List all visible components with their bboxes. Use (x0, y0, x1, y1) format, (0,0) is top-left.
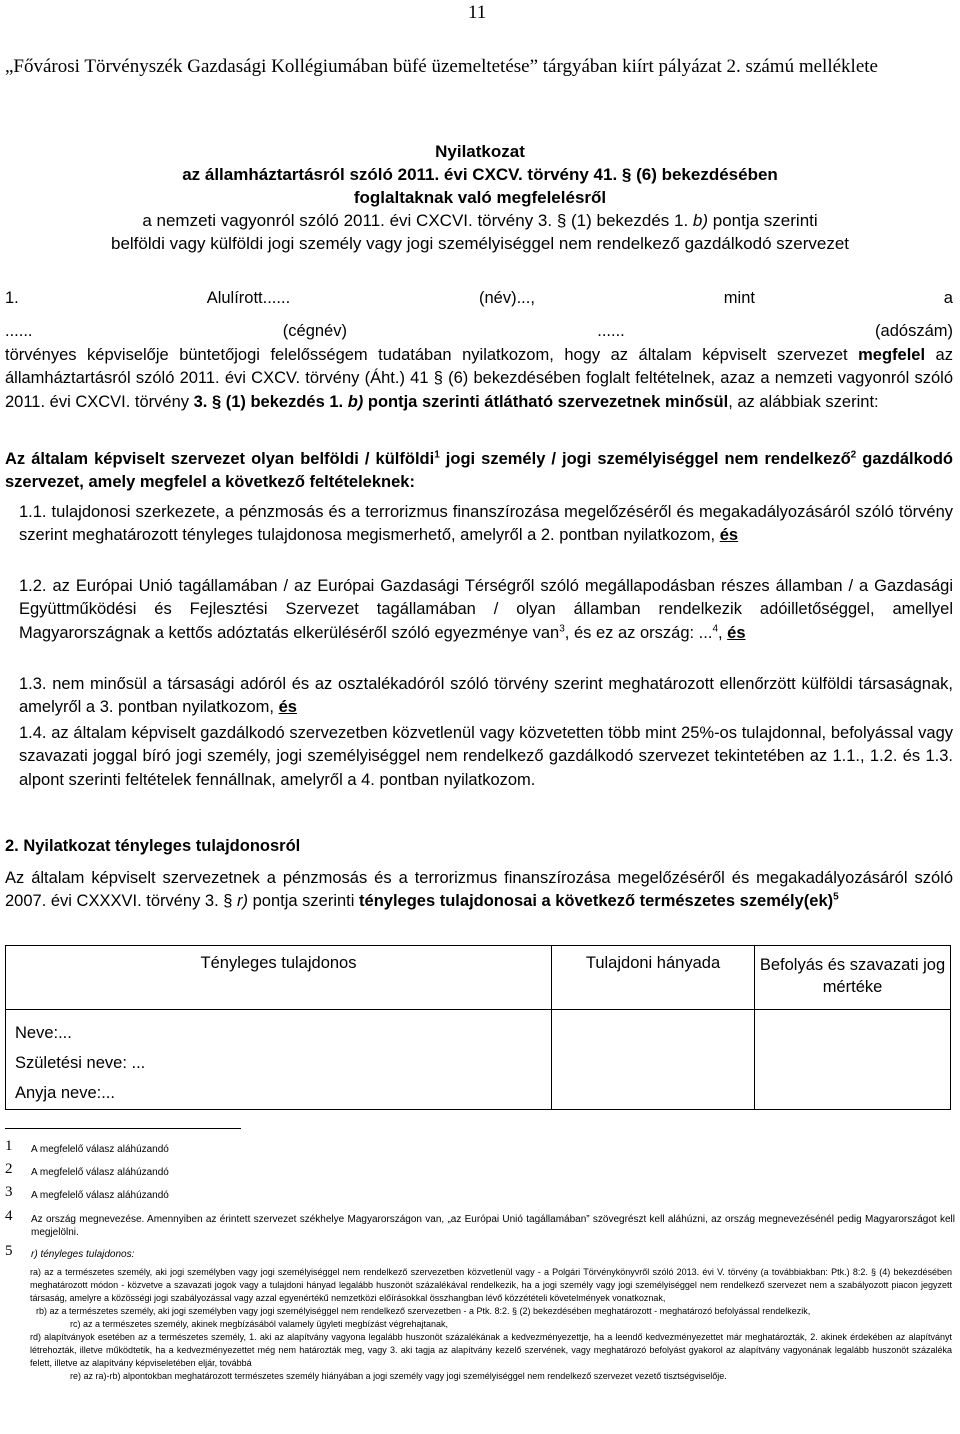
fn1-text: A megfelelő válasz aláhúzandó (31, 1144, 169, 1155)
signer-line-2: ...... (cégnév) ...... (adószám) (5, 322, 953, 340)
owner-mother-name-field[interactable]: Anyja neve:... (15, 1084, 115, 1102)
s2-a: Az általam képviselt szervezetnek a pénzmosás és a terrorizmus finanszírozása megelőzéséről és megakadályozásáról szóló 2007. évi CXXXVI. törvény 3. § (5, 869, 953, 911)
item-1-2-sup3: 3 (559, 623, 565, 635)
item-1-4-text: 1.4. az általam képviselt gazdálkodó szervezetben közvetlenül vagy közvetetten több mint 25%-os tulajdonnal, befolyással vagy szavazati joggal bíró jogi személy, jogi személyiséggel nem rendelkező gazdálkodó szervezet tekintetében az 1.1., 1.2. és 1.3. alpont szerinti feltételek fennállnak, amelyről a 4. pontban nyilatkozom. (19, 724, 953, 789)
owner-name-field[interactable]: Neve:... (15, 1024, 72, 1042)
item-1-3 (5, 673, 953, 720)
owner-influence-cell[interactable] (755, 1010, 951, 1110)
footnote-3 (5, 1184, 955, 1202)
footnote-separator (5, 1128, 241, 1129)
item-1-2-text: 1.2. az Európai Unió tagállamában / az Európai Gazdasági Térségről szóló megállapodásban részes államban / a Gazdasági Együttműködési és Fejlesztési Szervezet tagállamában / olyan államban rendelkezik adóilletőséggel, amellyel Magyarországnak a kettős adóztatás elkerüléséről szóló egyezménye van (19, 577, 953, 642)
fn5-re: re) az ra)-rb) alpontokban meghatározott természetes személy hiányában a jogi személy vagy jogi személyiséggel nem rendelkező szervezet vezető tisztségviselője. (70, 1371, 727, 1381)
s1-b: az államháztartásról szóló 2011. évi CXCV. törvény (Áht.) 41 § (6) bekezdésében foglalt feltételnek, azaz a nemzeti vagyonról szóló 2011. évi CXCVI. törvény (5, 346, 953, 411)
s2-b: pontja szerinti (248, 892, 360, 911)
decl-a: Az általam képviselt szervezet olyan belföldi / külföldi (5, 450, 435, 468)
s1-a: törvényes képviselője büntetőjogi felelősségem tudatában nyilatkozom, hogy az általam képviselt szervezet (5, 346, 859, 364)
owners-col-influence: Befolyás és szavazati jog mértéke (755, 946, 951, 1010)
owners-col-owner: Tényleges tulajdonos (6, 946, 552, 1010)
owners-data-row (6, 1010, 951, 1110)
footnote-4 (5, 1208, 955, 1239)
fn5-text: r) tényleges tulajdonos: (31, 1249, 135, 1260)
s1-bold-end: pontja szerinti átlátható szervezetnek minősül (363, 392, 729, 411)
fn4-text: Az ország megnevezése. Amennyiben az érintett szervezet székhelye Magyarországon van, „az Európai Unió tagállamában” szövegrészt kell aláhúzni, az ország megnevezésénél pedig Magyarországot kell megjelölni. (31, 1214, 955, 1238)
fn3-text: A megfelelő válasz aláhúzandó (31, 1190, 169, 1201)
footnote-5 (5, 1243, 955, 1261)
item-1-2 (5, 575, 953, 645)
item-1-3-es: és (278, 698, 297, 717)
fn5-ra: ra) az a természetes személy, aki jogi személyben vagy jogi személyiséggel nem rendelkező szervezetben közvetlenül vagy - a Polgári Törvénykönyvről szóló 2013. évi V. törvény (a továbbiakban: Ptk.) 8:2. § (4) bekezdésében meghatározott módon - közvetve a szavazati jogok vagy a tulajdoni hányad legalább huszonöt százalékával rendelkezik, ha a jogi személy vagy jogi személyiséggel nem rendelkező szervezet nem a szabályozott piacon jegyzett társaság, amelyre a közösségi jogi szabályozással vagy azzal egyenértékű nemzetközi előírásokkal összhangban lévő közzétételi követelmények vonatkoznak, (30, 1267, 952, 1303)
s2-i: r) (237, 892, 249, 911)
s1-bold-i: b) (347, 392, 364, 411)
fn4-num: 4 (5, 1208, 13, 1224)
fn5-rb: rb) az a természetes személy, aki jogi személyben vagy jogi személyiséggel nem rendelkező szervezetben - a Ptk. 8:2. § (2) bekezdésében meghatározott - meghatározó befolyással rendelkezik, (36, 1306, 811, 1316)
item-1-2-es: és (727, 623, 746, 642)
heading-line-3: foglaltaknak való megfelelésről (353, 188, 607, 207)
footnote-1 (5, 1138, 955, 1156)
heading-line-5: belföldi vagy külföldi jogi személy vagy jogi személyiséggel nem rendelkező gazdálkodó szervezet (111, 234, 849, 253)
section2-text (5, 867, 953, 914)
decl-sup2: 2 (850, 449, 857, 461)
heading-block (0, 140, 960, 255)
owner-share-cell[interactable] (552, 1010, 755, 1110)
fn2-text: A megfelelő válasz aláhúzandó (31, 1167, 169, 1178)
s2-bold: tényleges tulajdonosai a következő természetes személy(ek) (359, 892, 834, 911)
item-1-1 (5, 501, 953, 548)
owner-birth-name-field[interactable]: Születési neve: ... (15, 1054, 146, 1072)
document-title: „Fővárosi Törvényszék Gazdasági Kollégiumában büfé üzemeltetése” tárgyában kiírt pályázat 2. számú melléklete (5, 56, 878, 77)
heading-title: Nyilatkozat (435, 142, 525, 161)
decl-c: gazdálkodó szervezet, amely megfelel a következő feltételeknek: (5, 450, 954, 492)
item-1-3-text: 1.3. nem minősül a társasági adóról és az osztalékadóról szóló törvény szerint meghatározott ellenőrzött külföldi társaságnak, amelyről a 3. pontban nyilatkozom, (19, 675, 953, 717)
fn2-num: 2 (5, 1161, 13, 1177)
item-1-1-text: 1.1. tulajdonosi szerkezete, a pénzmosás és a terrorizmus finanszírozása megelőzéséről és megakadályozásáról szóló törvény szerint meghatározott tényleges tulajdonosa megismerhető, amelyről a 2. pontban nyilatkozom, (19, 503, 953, 545)
owners-table (5, 945, 951, 1110)
declaration-text (5, 448, 953, 495)
fn5-rc: rc) az a természetes személy, akinek megbízásából valamely ügyleti megbízást végrehajtanak, (70, 1319, 449, 1329)
page-number: 11 (468, 2, 487, 23)
heading-line-4-text: a nemzeti vagyonról szóló 2011. évi CXCVI. törvény 3. § (1) bekezdés 1. (142, 211, 693, 230)
decl-sup1: 1 (434, 449, 440, 461)
s1-c: , az alábbiak szerint: (728, 392, 879, 411)
owner-fields-cell (6, 1010, 552, 1110)
item-1-4 (5, 722, 953, 792)
s1-megfelel: megfelel (858, 346, 926, 364)
heading-line-4-b: b) (692, 211, 709, 230)
footnote-5-details (30, 1266, 952, 1383)
fn5-num: 5 (5, 1243, 13, 1259)
owners-header-row (6, 946, 951, 1010)
signer-line-1: 1. Alulírott...... (név)..., mint a (5, 289, 953, 307)
s1-bold: 3. § (1) bekezdés 1. (193, 392, 348, 411)
heading-line-2: az államháztartásról szóló 2011. évi CXCV. törvény 41. § (6) bekezdésében (182, 165, 778, 184)
fn5-rd: rd) alapítványok esetében az a természetes személy, 1. aki az alapítvány vagyona legalább huszonöt százalékának a kedvezményezettje, ha a leendő kedvezményezettet már meghatározták, 2. akinek érdekében az alapítványt létrehozták, illetve működtetik, ha a kedvezményezettet még nem határozták meg, vagy 3. aki tagja az alapítvány kezelő szervének, vagy meghatározó befolyást gyakorol az alapítvány vagyonának legalább huszonöt százaléka felett, illetve az alapítvány képviseletében eljár, továbbá (30, 1332, 952, 1368)
decl-b: jogi személy / jogi személyiséggel nem rendelkező (439, 450, 851, 468)
fn3-num: 3 (5, 1184, 13, 1200)
item-1-2-c: , (718, 623, 728, 642)
heading-line-4-end: pontja szerinti (708, 211, 818, 230)
owners-col-share: Tulajdoni hányada (552, 946, 755, 1010)
fn1-num: 1 (5, 1138, 13, 1154)
footnote-2 (5, 1161, 955, 1179)
item-1-1-es: és (719, 526, 739, 545)
section1-text (5, 344, 953, 414)
item-1-2-b: , és ez az ország: ... (564, 623, 713, 642)
heading-line-4 (0, 209, 960, 232)
section2-title: 2. Nyilatkozat tényleges tulajdonosról (5, 837, 301, 855)
s2-sup5: 5 (833, 891, 839, 903)
item-1-2-sup4: 4 (712, 623, 718, 635)
